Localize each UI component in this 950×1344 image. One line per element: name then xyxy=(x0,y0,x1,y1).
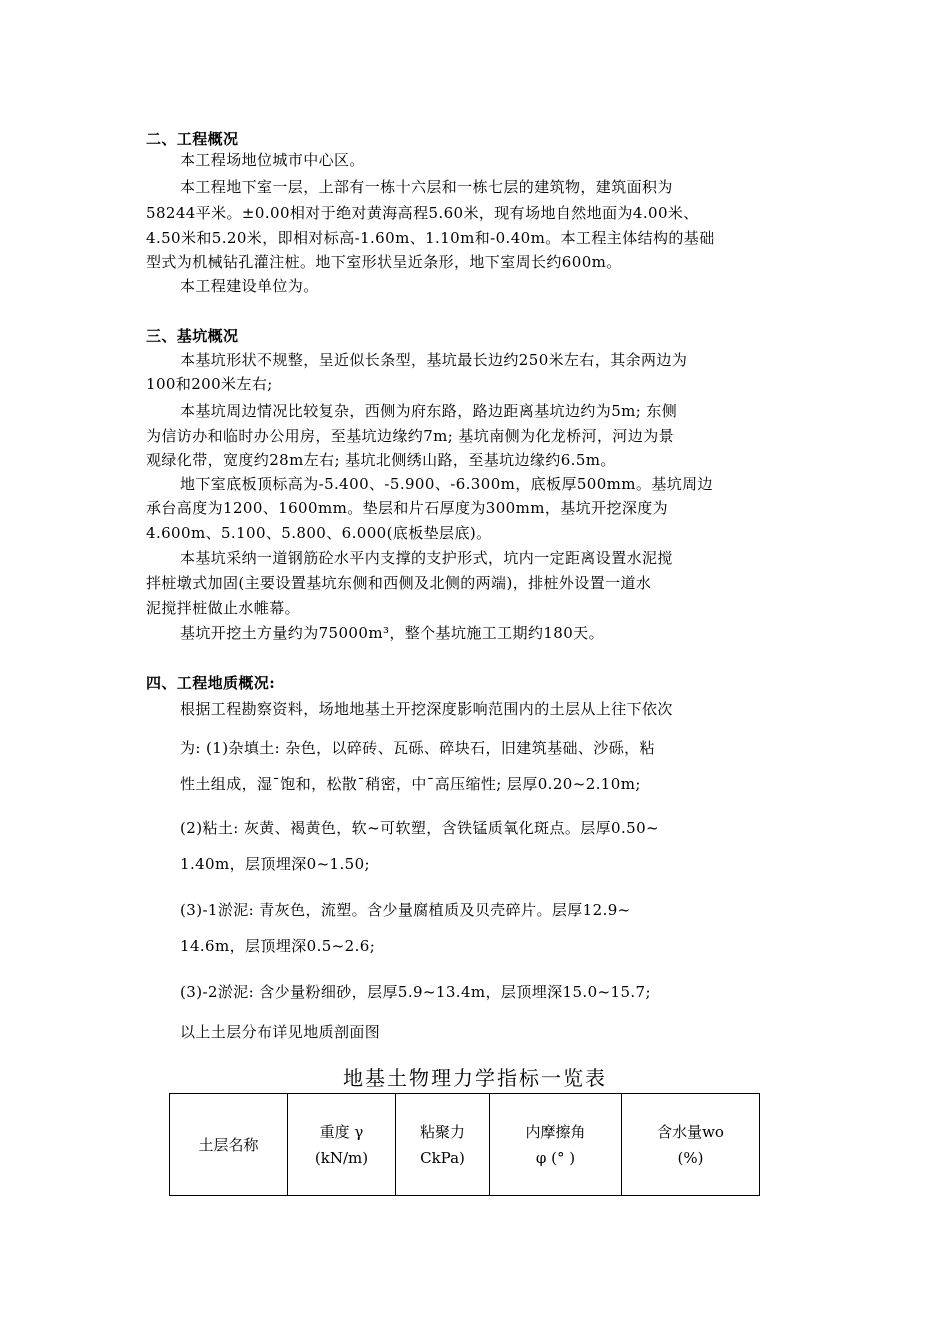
section-heading: 三、基坑概况 xyxy=(146,327,239,345)
paragraph-line: 本基坑采纳一道钢筋砼水平内支撑的支护形式，坑内一定距离设置水泥搅 xyxy=(180,549,673,567)
header-cell-water-content xyxy=(622,1094,760,1196)
header-text: 内摩擦角 xyxy=(525,1122,586,1141)
paragraph-line: 58244平米。±0.00相对于绝对黄海高程5.60米，现有场地自然地面为4.00米、 xyxy=(146,204,699,222)
paragraph-line: 根据工程勘察资料，场地地基土开挖深度影响范围内的土层从上往下依次 xyxy=(180,700,673,718)
paragraph-line: 本基坑形状不规整，呈近似长条型，基坑最长边约250米左右，其余两边为 xyxy=(180,351,688,369)
table-caption: 地基土物理力学指标一览表 xyxy=(343,1066,607,1090)
paragraph-line: 为信访办和临时办公用房，至基坑边缘约7m; 基坑南侧为化龙桥河，河边为景 xyxy=(146,427,674,445)
header-unit: (%) xyxy=(677,1148,704,1167)
soil-properties-table xyxy=(169,1093,760,1196)
header-unit: (kN/m) xyxy=(314,1148,369,1167)
paragraph-line: 型式为机械钻孔灌注桩。地下室形状呈近条形，地下室周长约600m。 xyxy=(146,253,622,271)
section-heading: 二、工程概况 xyxy=(146,130,239,148)
paragraph-line: 1.40m，层顶埋深0~1.50; xyxy=(180,855,370,873)
paragraph-line: 基坑开挖土方量约为75000m³，整个基坑施工工期约180天。 xyxy=(180,624,604,642)
paragraph-line: 本工程建设单位为。 xyxy=(180,277,319,295)
paragraph-line: 4.600m、5.100、5.800、6.000(底板垫层底)。 xyxy=(146,524,492,542)
header-text: 重度 γ xyxy=(319,1122,364,1141)
paragraph-line: 本工程场地位城市中心区。 xyxy=(180,151,365,169)
paragraph-line: 4.50米和5.20米，即相对标高-1.60m、1.10m和-0.40m。本工程主体结构的基础 xyxy=(146,229,715,247)
paragraph-line: 本工程地下室一层，上部有一栋十六层和一栋七层的建筑物，建筑面积为 xyxy=(180,178,673,196)
paragraph-line: (2)粘土: 灰黄、褐黄色，软~可软塑，含铁锰质氧化斑点。层厚0.50~ xyxy=(180,819,660,837)
paragraph-line: (3)-1淤泥: 青灰色，流塑。含少量腐植质及贝壳碎片。层厚12.9~ xyxy=(180,901,631,919)
header-unit: φ (° ) xyxy=(535,1148,576,1167)
paragraph-line: 100和200米左右; xyxy=(146,375,273,393)
table-header-row xyxy=(170,1094,760,1196)
paragraph-line: 为: (1)杂填土: 杂色，以碎砖、瓦砾、碎块石，旧建筑基础、沙砾，粘 xyxy=(180,739,655,757)
paragraph-line: 泥搅拌桩做止水帷幕。 xyxy=(146,599,301,617)
header-cell-unit-weight xyxy=(288,1094,396,1196)
paragraph-line: 本基坑周边情况比较复杂，西侧为府东路，路边距离基坑边约为5m; 东侧 xyxy=(180,402,678,420)
paragraph-line: 承台高度为1200、1600mm。垫层和片石厚度为300mm，基坑开挖深度为 xyxy=(146,499,669,517)
section-heading: 四、工程地质概况: xyxy=(146,674,276,692)
paragraph-line: 14.6m，层顶埋深0.5~2.6; xyxy=(180,937,376,955)
header-text: 土层名称 xyxy=(198,1135,259,1154)
header-cell-friction-angle xyxy=(490,1094,622,1196)
paragraph-line: 以上土层分布详见地质剖面图 xyxy=(180,1023,381,1041)
paragraph-line: 观绿化带，宽度约28m左右; 基坑北侧绣山路，至基坑边缘约6.5m。 xyxy=(146,451,616,469)
paragraph-line: 性土组成，湿¯饱和，松散¯稍密，中¯高压缩性; 层厚0.20~2.10m; xyxy=(180,775,641,793)
header-text: 粘聚力 xyxy=(419,1122,465,1141)
header-cell-soil-name xyxy=(170,1094,288,1196)
paragraph-line: 拌桩墩式加固(主要设置基坑东侧和西侧及北侧的两端)，排桩外设置一道水 xyxy=(146,574,652,592)
header-unit: CkPa) xyxy=(420,1148,465,1167)
header-cell-cohesion xyxy=(396,1094,490,1196)
paragraph-line: (3)-2淤泥: 含少量粉细砂，层厚5.9~13.4m，层顶埋深15.0~15.7; xyxy=(180,983,651,1001)
paragraph-line: 地下室底板顶标高为-5.400、-5.900、-6.300m，底板厚500mm。基坑周边 xyxy=(180,475,713,493)
header-text: 含水量wo xyxy=(657,1122,724,1141)
